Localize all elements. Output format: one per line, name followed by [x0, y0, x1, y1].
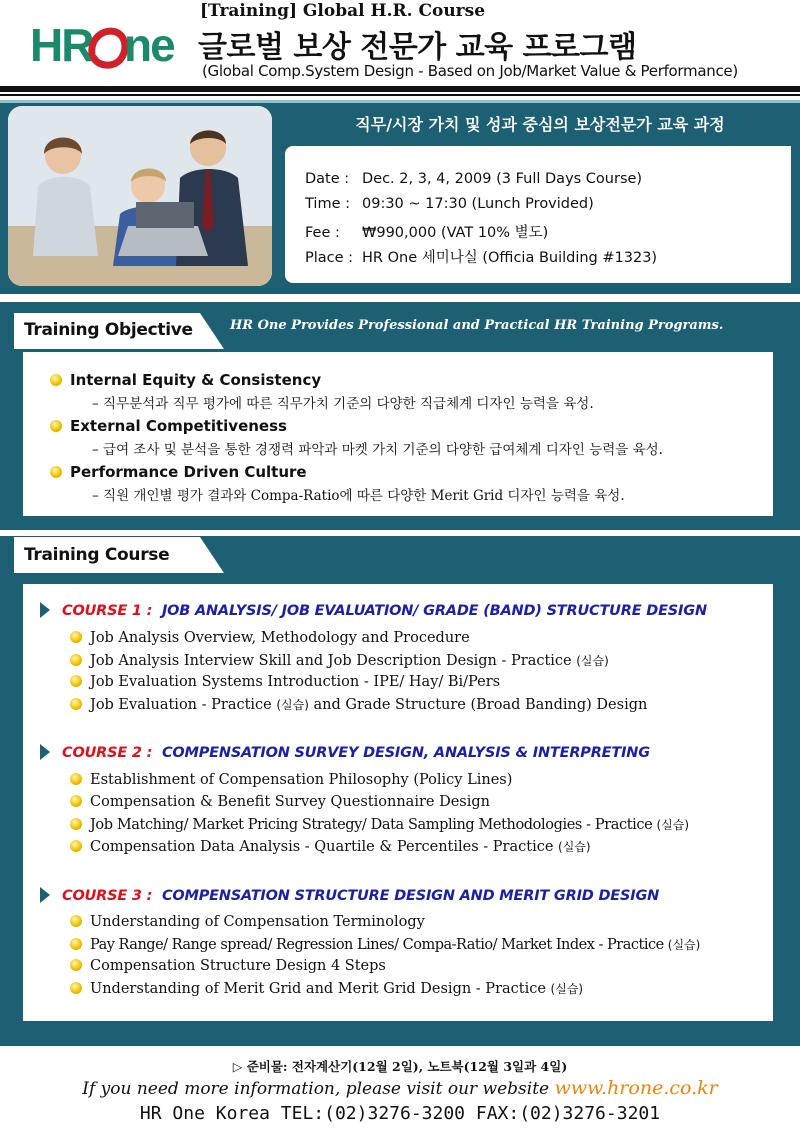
course-3-item-3: Compensation Structure Design 4 Steps: [70, 958, 386, 974]
bullet-icon: [50, 466, 62, 478]
course-1-item-4: Job Evaluation - Practice (실습) and Grade Structure (Broad Banding) Design: [70, 696, 647, 713]
page-title: 글로벌 보상 전문가 교육 프로그램: [198, 30, 637, 65]
bullet-icon: [50, 420, 62, 432]
website-link[interactable]: www.hrone.co.kr: [554, 1077, 718, 1099]
bullet-icon: [70, 698, 82, 710]
business-team-photo: [8, 106, 272, 286]
arrow-right-icon: [40, 602, 50, 618]
bullet-icon: [70, 631, 82, 643]
course-1-item-1: Job Analysis Overview, Methodology and Procedure: [70, 630, 470, 646]
objective-desc-1: – 직무분석과 직무 평가에 따른 직무가치 기준의 다양한 직급체계 디자인 능력을 육성.: [92, 396, 594, 412]
course-3-item-2: Pay Range/ Range spread/ Regression Lines/ Compa-Ratio/ Market Index - Practice (실습): [70, 936, 700, 953]
hrone-logo: HR ne: [30, 19, 174, 71]
objective-heading-2: External Competitiveness: [50, 417, 287, 435]
more-info-line: If you need more information, please visit our website www.hrone.co.kr: [82, 1077, 718, 1099]
arrow-right-icon: [40, 744, 50, 760]
english-subtitle: (Global Comp.System Design - Based on Job/Market Value & Performance): [202, 62, 738, 80]
info-time: Time : 09:30 ~ 17:30 (Lunch Provided): [305, 196, 594, 212]
objective-desc-3: – 직원 개인별 평가 결과와 Compa-Ratio에 따른 다양한 Merit Grid 디자인 능력을 육성.: [92, 488, 625, 504]
info-date: Date : Dec. 2, 3, 4, 2009 (3 Full Days Course): [305, 171, 643, 187]
hero-title: 직무/시장 가치 및 성과 중심의 보상전문가 교육 과정: [355, 115, 725, 134]
course-subtitle: [Training] Global H.R. Course: [200, 1, 486, 21]
bullet-icon: [70, 818, 82, 830]
bullet-icon: [70, 840, 82, 852]
bullet-icon: [70, 938, 82, 950]
course-1-item-3: Job Evaluation Systems Introduction - IPE/ Hay/ Bi/Pers: [70, 674, 500, 690]
objective-heading-1: Internal Equity & Consistency: [50, 371, 321, 389]
course-3-item-1: Understanding of Compensation Terminology: [70, 914, 425, 930]
course-tab-label: Training Course: [24, 545, 170, 565]
course-3-title: COURSE 3 : COMPENSATION STRUCTURE DESIGN AND MERIT GRID DESIGN: [40, 887, 659, 904]
objective-heading-3: Performance Driven Culture: [50, 463, 307, 481]
contact-info: HR One Korea TEL:(02)3276-3200 FAX:(02)3276-3201: [139, 1103, 661, 1124]
course-2-item-1: Establishment of Compensation Philosophy (Policy Lines): [70, 772, 512, 788]
info-fee: Fee : ₩990,000 (VAT 10% 별도): [305, 225, 549, 241]
header-rule-thin: [0, 94, 800, 96]
course-2-item-4: Compensation Data Analysis - Quartile & Percentiles - Practice (실습): [70, 838, 591, 855]
bullet-icon: [70, 982, 82, 994]
course-2-item-2: Compensation & Benefit Survey Questionnaire Design: [70, 794, 490, 810]
bullet-icon: [70, 915, 82, 927]
bullet-icon: [70, 675, 82, 687]
header-rule: [0, 86, 800, 92]
bullet-icon: [50, 374, 62, 386]
course-2-item-3: Job Matching/ Market Pricing Strategy/ Data Sampling Methodologies - Practice (실습): [70, 816, 689, 833]
objective-tab-label: Training Objective: [24, 320, 193, 340]
course-2-title: COURSE 2 : COMPENSATION SURVEY DESIGN, ANALYSIS & INTERPRETING: [40, 744, 650, 761]
bullet-icon: [70, 795, 82, 807]
bullet-icon: [70, 773, 82, 785]
bullet-icon: [70, 654, 82, 666]
course-1-title: COURSE 1 : JOB ANALYSIS/ JOB EVALUATION/ GRADE (BAND) STRUCTURE DESIGN: [40, 602, 707, 619]
objective-desc-2: – 급여 조사 및 분석을 통한 경쟁력 파악과 마켓 가치 기준의 다양한 급여체계 디자인 능력을 육성.: [92, 442, 663, 458]
slogan: HR One Provides Professional and Practical HR Training Programs.: [230, 318, 724, 333]
preparation-note: ▷ 준비물: 전자계산기(12월 2일), 노트북(12월 3일과 4일): [232, 1059, 568, 1074]
arrow-right-icon: [40, 887, 50, 903]
info-place: Place : HR One 세미나실 (Officia Building #1323): [305, 250, 658, 266]
course-3-item-4: Understanding of Merit Grid and Merit Grid Design - Practice (실습): [70, 980, 583, 997]
course-1-item-2: Job Analysis Interview Skill and Job Description Design - Practice (실습): [70, 652, 609, 669]
bullet-icon: [70, 959, 82, 971]
